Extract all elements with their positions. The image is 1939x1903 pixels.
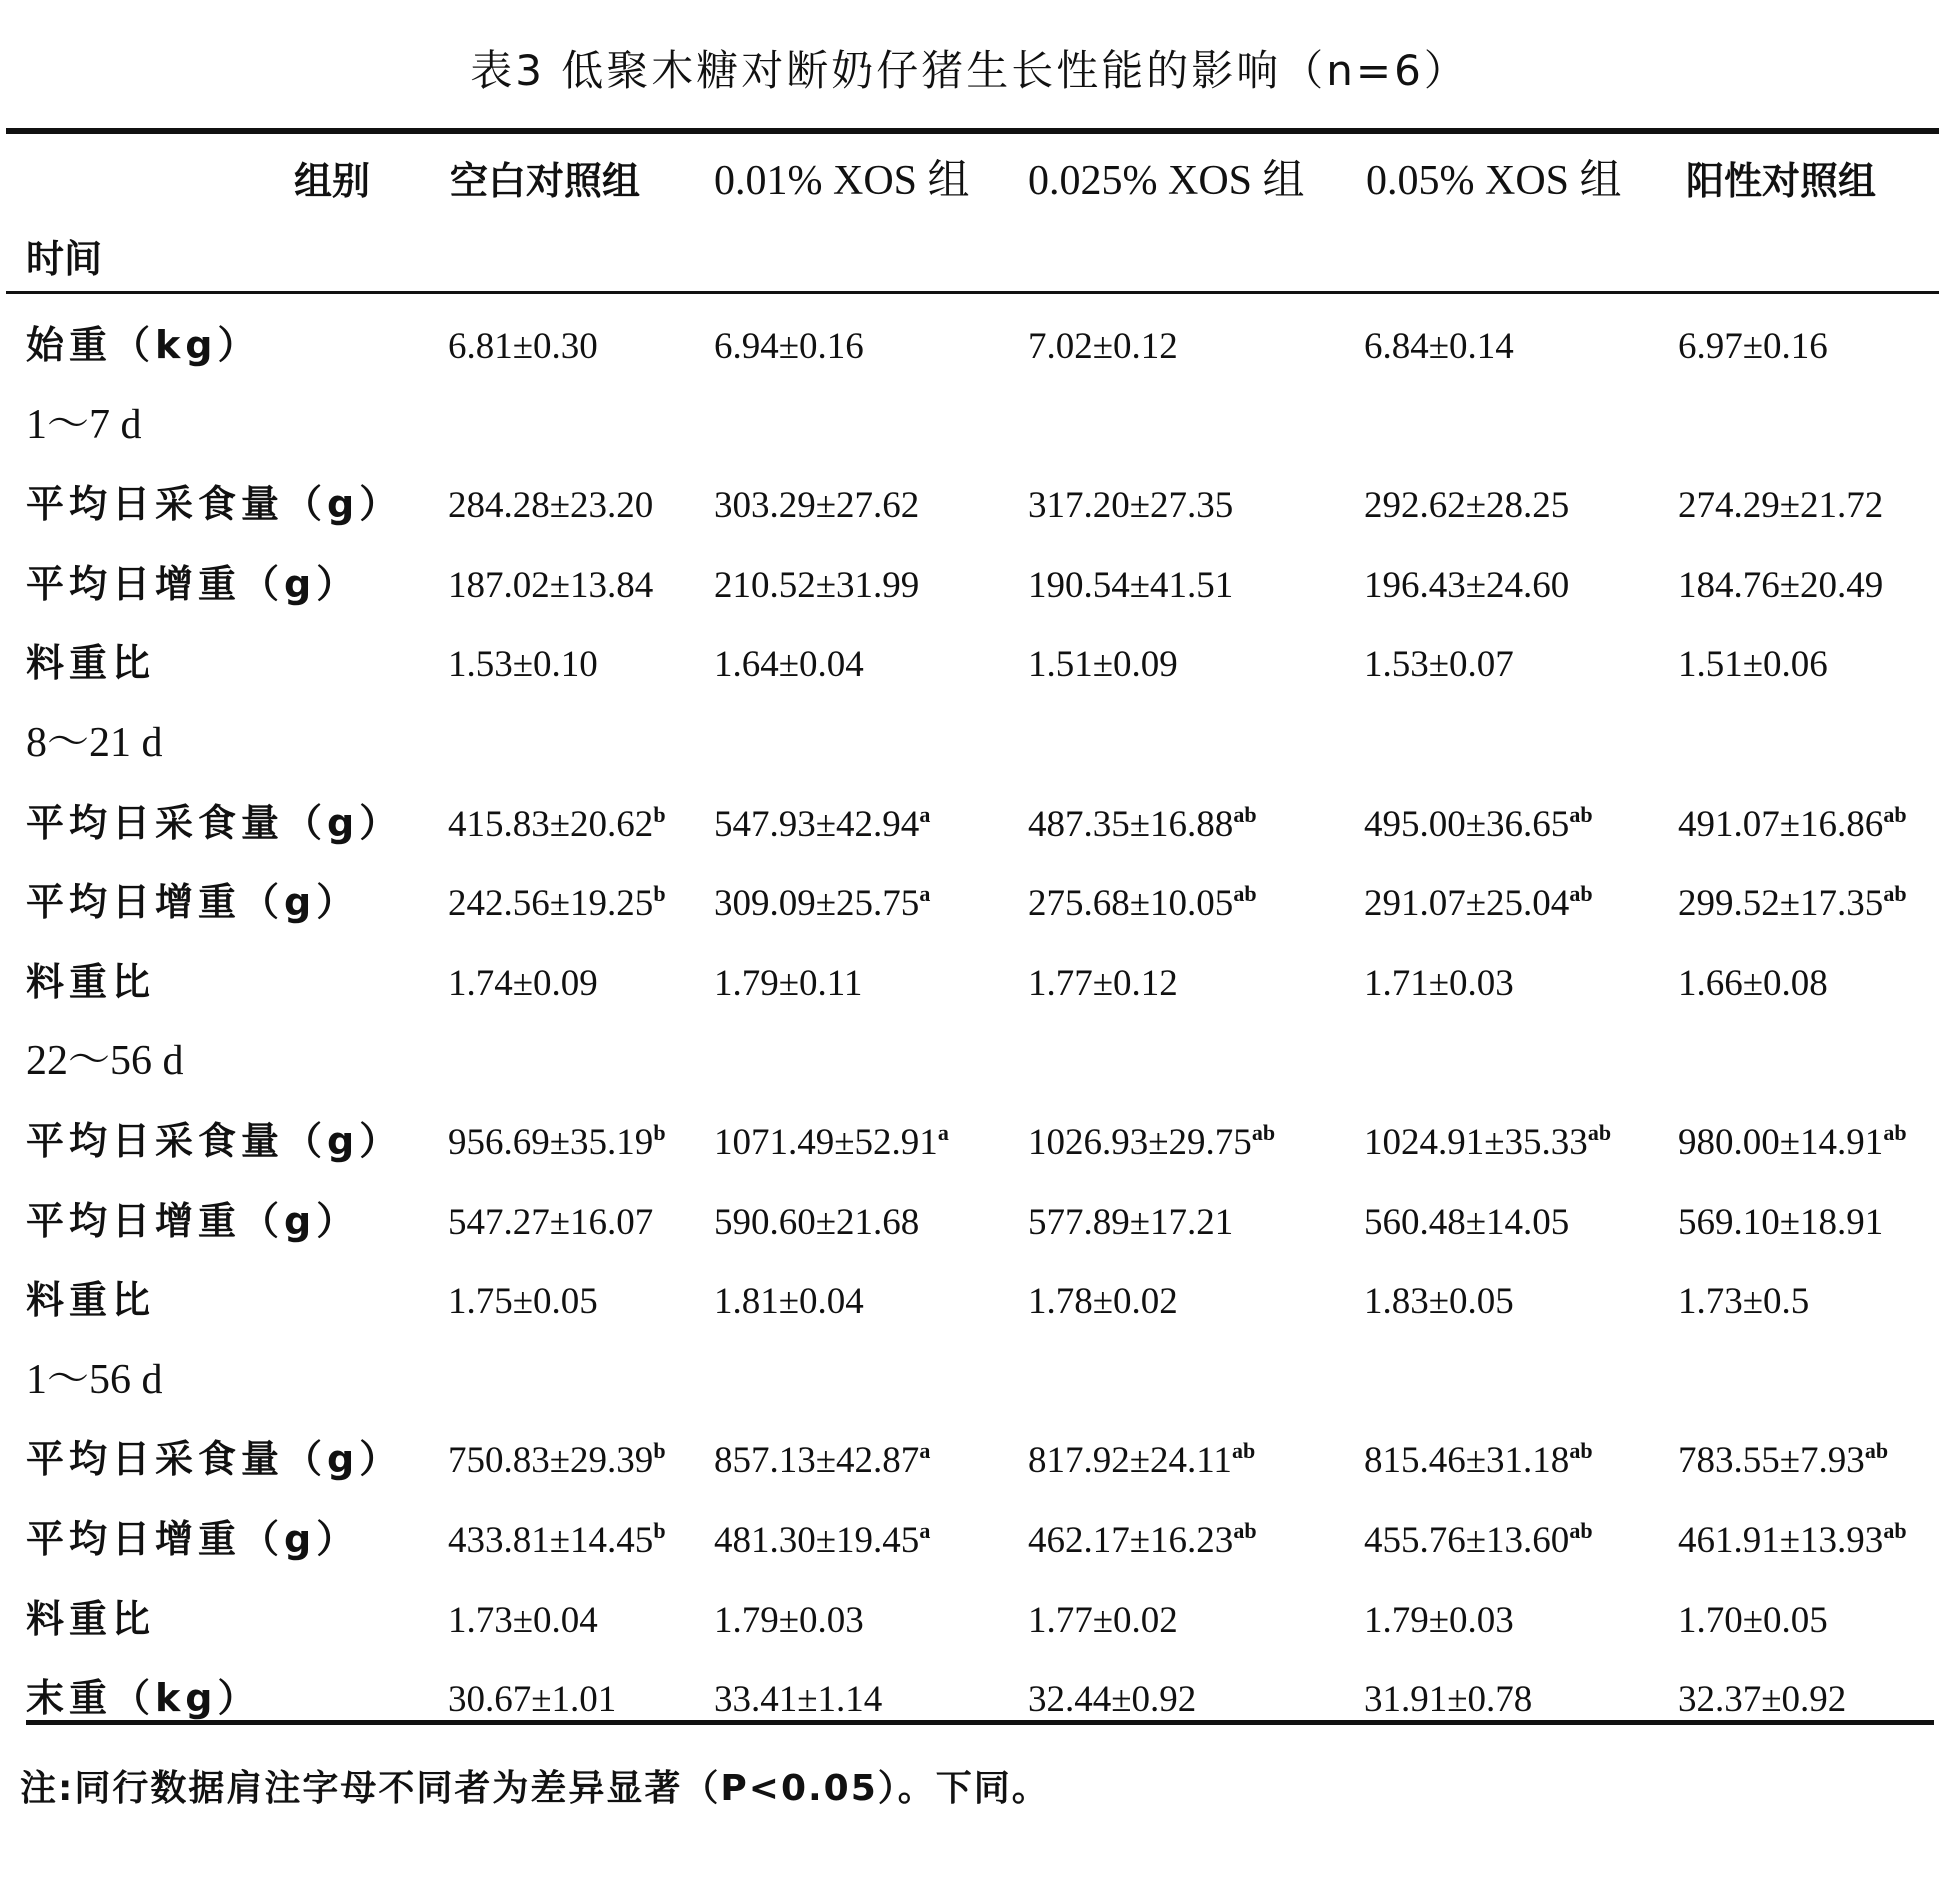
- cell-value: 1.71±0.03: [1364, 963, 1514, 1004]
- table-cell: [1678, 965, 1828, 1002]
- cell-value: 292.62±28.25: [1364, 485, 1570, 526]
- table-cell: [1364, 328, 1514, 365]
- table-cell: [1028, 1283, 1178, 1320]
- significance-superscript: a: [919, 881, 931, 906]
- significance-superscript: b: [653, 1438, 666, 1463]
- row-label: 平均日增重（g）: [26, 880, 360, 924]
- cell-value: 1.51±0.06: [1678, 644, 1828, 685]
- table-cell: [1678, 881, 1907, 924]
- table-cell: [1364, 487, 1569, 524]
- cell-value: 275.68±10.05: [1028, 883, 1234, 924]
- table-cell: [1364, 881, 1593, 924]
- row-label: 平均日采食量（g）: [26, 1437, 403, 1481]
- cell-value: 1.51±0.09: [1028, 644, 1178, 685]
- table-cell: [1364, 1204, 1569, 1241]
- table-cell: [1364, 1438, 1593, 1481]
- table-cell: [714, 328, 864, 365]
- significance-superscript: ab: [1883, 1120, 1907, 1145]
- table-cell: [714, 1204, 919, 1241]
- cell-value: 31.91±0.78: [1364, 1679, 1533, 1720]
- cell-value: 547.27±16.07: [448, 1202, 654, 1243]
- cell-value: 317.20±27.35: [1028, 485, 1234, 526]
- table-cell: [714, 1681, 882, 1718]
- table-cell: [1364, 1283, 1514, 1320]
- cell-value: 32.37±0.92: [1678, 1679, 1847, 1720]
- top-rule: [6, 128, 1939, 134]
- table-cell: [714, 1283, 864, 1320]
- table-cell: [714, 1120, 949, 1163]
- row-label: 料重比: [26, 641, 156, 685]
- table-cell: [714, 802, 931, 845]
- table-cell: [1364, 646, 1514, 683]
- table-cell: [1678, 646, 1828, 683]
- cell-value: 210.52±31.99: [714, 565, 920, 606]
- cell-value: 1.66±0.08: [1678, 963, 1828, 1004]
- row-label: 平均日增重（g）: [26, 562, 360, 606]
- header-rule: [6, 291, 1939, 294]
- col-header-xos-0025: 0.025% XOS 组: [1028, 158, 1305, 204]
- cell-value: 33.41±1.14: [714, 1679, 883, 1720]
- significance-superscript: ab: [1233, 1518, 1257, 1543]
- cell-value: 461.91±13.93: [1678, 1520, 1884, 1561]
- table-cell: [714, 1518, 931, 1561]
- table-cell: [1364, 1518, 1593, 1561]
- row-label: 末重（kg）: [26, 1676, 261, 1720]
- table-cell: [714, 965, 862, 1002]
- cell-value: 184.76±20.49: [1678, 565, 1884, 606]
- cell-value: 1.70±0.05: [1678, 1600, 1828, 1641]
- cell-value: 284.28±23.20: [448, 485, 654, 526]
- cell-value: 817.92±24.11: [1028, 1440, 1232, 1481]
- table-cell: [1028, 881, 1257, 924]
- row-label: 料重比: [26, 1278, 156, 1322]
- significance-superscript: ab: [1883, 1518, 1907, 1543]
- table-cell: [1364, 1602, 1514, 1639]
- table-cell: [448, 1518, 666, 1561]
- cell-value: 1.73±0.5: [1678, 1281, 1810, 1322]
- col-header-xos-005: 0.05% XOS 组: [1366, 158, 1622, 204]
- table-cell: [1028, 1681, 1196, 1718]
- significance-superscript: a: [919, 1518, 931, 1543]
- cell-value: 242.56±19.25: [448, 883, 654, 924]
- cell-value: 815.46±31.18: [1364, 1440, 1570, 1481]
- table-cell: [1678, 1518, 1907, 1561]
- cell-value: 1.79±0.03: [1364, 1600, 1514, 1641]
- col-header-positive-control: 阳性对照组: [1686, 159, 1877, 203]
- cell-value: 187.02±13.84: [448, 565, 654, 606]
- cell-value: 1.75±0.05: [448, 1281, 598, 1322]
- cell-value: 1.77±0.02: [1028, 1600, 1178, 1641]
- table-cell: [448, 487, 653, 524]
- col-header-blank-control: 空白对照组: [450, 159, 641, 203]
- cell-value: 1.79±0.11: [714, 963, 863, 1004]
- period-label: 8～21 d: [26, 720, 163, 766]
- table-cell: [1678, 1120, 1907, 1163]
- corner-group-label: 组别: [294, 159, 371, 203]
- cell-value: 6.97±0.16: [1678, 326, 1828, 367]
- table-cell: [448, 1438, 666, 1481]
- table-cell: [1364, 567, 1569, 604]
- period-label: 22～56 d: [26, 1038, 184, 1084]
- table-cell: [1028, 1518, 1257, 1561]
- cell-value: 291.07±25.04: [1364, 883, 1570, 924]
- row-label: 平均日增重（g）: [26, 1517, 360, 1561]
- period-label: 1～56 d: [26, 1357, 163, 1403]
- table-cell: [448, 1204, 653, 1241]
- significance-superscript: a: [919, 1438, 931, 1463]
- cell-value: 487.35±16.88: [1028, 804, 1234, 845]
- table-cell: [714, 1602, 864, 1639]
- significance-superscript: ab: [1569, 1518, 1593, 1543]
- cell-value: 303.29±27.62: [714, 485, 920, 526]
- table-cell: [448, 881, 666, 924]
- row-label: 料重比: [26, 1597, 156, 1641]
- row-label: 料重比: [26, 960, 156, 1004]
- significance-superscript: a: [937, 1120, 949, 1145]
- significance-superscript: b: [653, 1518, 666, 1543]
- table-cell: [448, 567, 653, 604]
- cell-value: 415.83±20.62: [448, 804, 654, 845]
- cell-value: 956.69±35.19: [448, 1122, 654, 1163]
- cell-value: 30.67±1.01: [448, 1679, 617, 1720]
- table-cell: [1678, 1283, 1809, 1320]
- cell-value: 462.17±16.23: [1028, 1520, 1234, 1561]
- table-cell: [1364, 802, 1593, 845]
- significance-superscript: ab: [1251, 1120, 1276, 1145]
- table-cell: [1678, 328, 1828, 365]
- significance-superscript: b: [653, 1120, 666, 1145]
- significance-superscript: b: [653, 881, 666, 906]
- period-label: 1～7 d: [26, 402, 142, 448]
- row-label: 平均日采食量（g）: [26, 801, 403, 845]
- cell-value: 6.81±0.30: [448, 326, 598, 367]
- cell-value: 190.54±41.51: [1028, 565, 1234, 606]
- significance-superscript: ab: [1587, 1120, 1612, 1145]
- cell-value: 1.53±0.10: [448, 644, 598, 685]
- cell-value: 7.02±0.12: [1028, 326, 1178, 367]
- table-cell: [448, 1283, 598, 1320]
- cell-value: 299.52±17.35: [1678, 883, 1884, 924]
- cell-value: 455.76±13.60: [1364, 1520, 1570, 1561]
- table-cell: [448, 646, 598, 683]
- significance-superscript: ab: [1569, 881, 1593, 906]
- table-cell: [1678, 1602, 1828, 1639]
- cell-value: 750.83±29.39: [448, 1440, 654, 1481]
- cell-value: 560.48±14.05: [1364, 1202, 1570, 1243]
- cell-value: 569.10±18.91: [1678, 1202, 1884, 1243]
- cell-value: 1071.49±52.91: [714, 1122, 938, 1163]
- cell-value: 32.44±0.92: [1028, 1679, 1197, 1720]
- table-cell: [1678, 1438, 1889, 1481]
- cell-value: 1.79±0.03: [714, 1600, 864, 1641]
- cell-value: 980.00±14.91: [1678, 1122, 1884, 1163]
- table-cell: [1028, 487, 1233, 524]
- table-cell: [1364, 1681, 1532, 1718]
- cell-value: 1024.91±35.33: [1364, 1122, 1588, 1163]
- cell-value: 481.30±19.45: [714, 1520, 920, 1561]
- significance-superscript: ab: [1233, 802, 1257, 827]
- table-cell: [1678, 802, 1907, 845]
- cell-value: 1.74±0.09: [448, 963, 598, 1004]
- table-cell: [1364, 965, 1514, 1002]
- cell-value: 196.43±24.60: [1364, 565, 1570, 606]
- table-cell: [1028, 1204, 1233, 1241]
- row-label: 平均日采食量（g）: [26, 482, 403, 526]
- table-cell: [1028, 328, 1178, 365]
- table-cell: [1028, 646, 1178, 683]
- table-cell: [714, 567, 919, 604]
- table-cell: [1028, 1438, 1256, 1481]
- table-cell: [1028, 965, 1178, 1002]
- table-cell: [714, 1438, 931, 1481]
- cell-value: 1.64±0.04: [714, 644, 864, 685]
- table-cell: [1678, 567, 1883, 604]
- table-cell: [1028, 567, 1233, 604]
- cell-value: 857.13±42.87: [714, 1440, 920, 1481]
- cell-value: 577.89±17.21: [1028, 1202, 1234, 1243]
- significance-superscript: ab: [1864, 1438, 1889, 1463]
- table-cell: [448, 1681, 616, 1718]
- table-cell: [1678, 1204, 1883, 1241]
- table-cell: [714, 881, 931, 924]
- cell-value: 6.94±0.16: [714, 326, 864, 367]
- table-cell: [448, 802, 666, 845]
- cell-value: 590.60±21.68: [714, 1202, 920, 1243]
- row-label: 始重（kg）: [26, 323, 261, 367]
- significance-superscript: a: [919, 802, 931, 827]
- significance-superscript: ab: [1233, 881, 1257, 906]
- cell-value: 495.00±36.65: [1364, 804, 1570, 845]
- cell-value: 6.84±0.14: [1364, 326, 1514, 367]
- corner-time-label: 时间: [26, 237, 103, 281]
- table-title: 表3 低聚木糖对断奶仔猪生长性能的影响（n=6）: [470, 46, 1469, 95]
- significance-superscript: ab: [1883, 881, 1907, 906]
- table-cell: [448, 965, 598, 1002]
- cell-value: 1.81±0.04: [714, 1281, 864, 1322]
- cell-value: 547.93±42.94: [714, 804, 920, 845]
- table-cell: [448, 1602, 598, 1639]
- cell-value: 1.53±0.07: [1364, 644, 1514, 685]
- cell-value: 1.83±0.05: [1364, 1281, 1514, 1322]
- cell-value: 1026.93±29.75: [1028, 1122, 1252, 1163]
- table-note: 注:同行数据肩注字母不同者为差异显著（P<0.05）。下同。: [20, 1768, 1050, 1809]
- cell-value: 1.73±0.04: [448, 1600, 598, 1641]
- significance-superscript: ab: [1569, 1438, 1593, 1463]
- row-label: 平均日增重（g）: [26, 1199, 360, 1243]
- cell-value: 783.55±7.93: [1678, 1440, 1865, 1481]
- table-cell: [448, 1120, 666, 1163]
- table-cell: [1678, 1681, 1846, 1718]
- significance-superscript: ab: [1231, 1438, 1256, 1463]
- cell-value: 433.81±14.45: [448, 1520, 654, 1561]
- table-cell: [1028, 1120, 1276, 1163]
- table-cell: [1678, 487, 1883, 524]
- row-label: 平均日采食量（g）: [26, 1119, 403, 1163]
- cell-value: 274.29±21.72: [1678, 485, 1884, 526]
- bottom-rule: [26, 1720, 1934, 1725]
- table-cell: [714, 487, 919, 524]
- significance-superscript: ab: [1569, 802, 1593, 827]
- table-cell: [1028, 802, 1257, 845]
- col-header-xos-001: 0.01% XOS 组: [714, 158, 970, 204]
- cell-value: 1.77±0.12: [1028, 963, 1178, 1004]
- table-cell: [1364, 1120, 1612, 1163]
- significance-superscript: b: [653, 802, 666, 827]
- cell-value: 1.78±0.02: [1028, 1281, 1178, 1322]
- table-cell: [448, 328, 598, 365]
- significance-superscript: ab: [1883, 802, 1907, 827]
- table-cell: [1028, 1602, 1178, 1639]
- cell-value: 309.09±25.75: [714, 883, 920, 924]
- table-cell: [714, 646, 864, 683]
- cell-value: 491.07±16.86: [1678, 804, 1884, 845]
